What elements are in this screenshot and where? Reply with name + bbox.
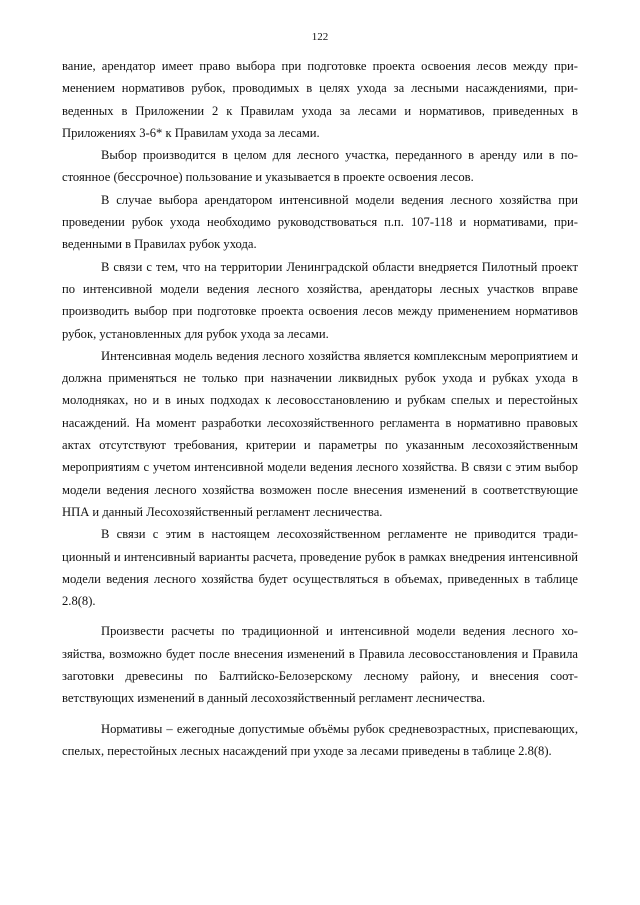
paragraph-norms: Нормативы – ежегодные допустимые объёмы рубок средневозрастных, приспевающих, спелых, перестойных лесных насаждений при уходе за лесами приведены в таблице 2.8(8). bbox=[62, 721, 578, 758]
paragraph-calculation-note: В связи с этим в настоящем лесохозяйственном регламенте не приводится традиционный и интенсивный варианты расчета, проведение рубок в рамках внедрения интенсивной модели ведения лесного хозяйства будет осуществляться в объемах, приведенных в таблице 2.8(8). bbox=[62, 527, 578, 609]
page-body bbox=[62, 55, 578, 762]
paragraph-intensive-model-choice: В случае выбора арендатором интенсивной модели ведения лесного хозяйства при проведении рубок ухода необходимо руководствоваться п.п. 107-118 и нормативами, приведенными в Правилах рубок ухода. bbox=[62, 192, 578, 252]
paragraph-pilot-project: В связи с тем, что на территории Ленинградской области внедряется Пилотный проект по интенсивной модели ведения лесного хозяйства, арендаторы лесных участков вправе производить выбор при подготовке проекта освоения лесов между применением нормативов рубок, установленных для рубок ухода за лесами. bbox=[62, 259, 578, 341]
paragraph-choice-scope: Выбор производится в целом для лесного участка, переданного в аренду или в постоянное (бессрочное) пользование и указывается в проекте освоения лесов. bbox=[62, 148, 578, 185]
paragraph-intensive-model-description: Интенсивная модель ведения лесного хозяйства является комплексным мероприятием и должна применяться не только при назначении ликвидных рубок ухода и рубках ухода в молодняках, но и в иных подходах к лесовосстановлению и рубкам спелых и перестойных насаждений. На момент разработки лесохозяйственного регламента в нормативно правовых актах отсутствуют требования, критерии и параметры по указанным лесохозяйственным мероприятиям с учетом интенсивной модели ведения лесного хозяйства. В связи с этим выбор модели ведения лесного хозяйства возможен после внесения изменений в соответствующие НПА и данный Лесохозяйственный регламент лесничества. bbox=[62, 348, 578, 519]
paragraph-future-calculations: Произвести расчеты по традиционной и интенсивной модели ведения лесного хозяйства, возможно будет после внесения изменений в Правила лесовосстановления и Правила заготовки древесины по Балтийско-Белозерскому лесному району, и внесения соответствующих изменений в данный лесохозяйственный регламент лесничества. bbox=[62, 624, 578, 706]
paragraph-continuation: вание, арендатор имеет право выбора при подготовке проекта освоения лесов между применением нормативов рубок, проводимых в целях ухода за лесными насаждениями, приведенных в Приложении 2 к Правилам ухода за лесами и нормативов, приведенных в Приложениях 3-6* к Правилам ухода за лесами. bbox=[62, 59, 578, 140]
page-number: 122 bbox=[311, 31, 329, 43]
